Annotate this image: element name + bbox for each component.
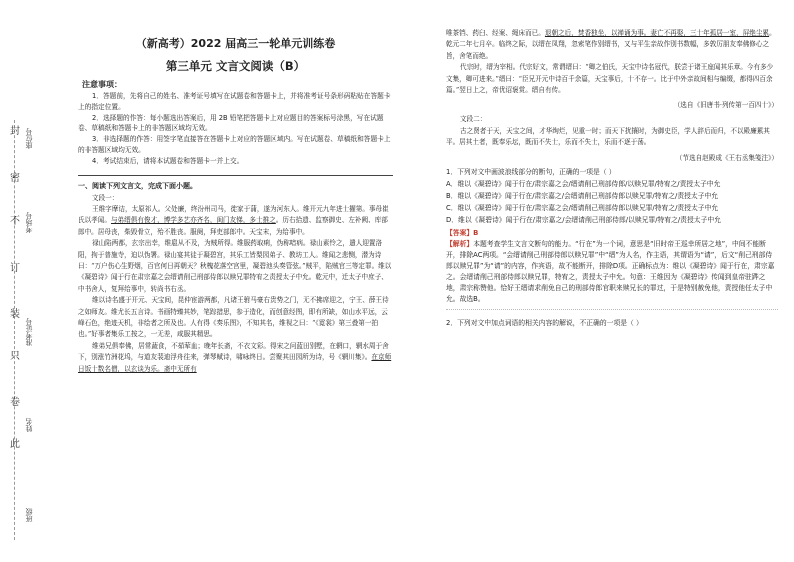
passage-text: 。乾元二年七月卒。临终之际，以缙在凤翔，忽索笔作别缙书，又与平生亲故作别书数幅，多敦厉朋友奉佛修心之旨，舍笔而绝。 bbox=[446, 29, 776, 60]
seal-char: 密 bbox=[10, 173, 20, 184]
unit-title: 第三单元 文言文阅读（B） bbox=[165, 59, 306, 73]
right-column bbox=[446, 28, 778, 329]
passage-paragraph bbox=[446, 62, 778, 96]
passage-text: 唯茶铛、药臼、经案、绳床而已。 bbox=[446, 29, 545, 37]
passage-text: 禄山陷两都，玄宗出幸，维扈从不及，为贼所得。维服药取痢，伪称喑病。禄山素怜之，遣人迎置洛阳，拘于普施寺，迫以伪署。禄山宴其徒于凝碧宫，其乐工皆梨园弟子、教坊工人。维闻之悲恻，潜为诗曰：“万户伤心生野烟，百官何日再朝天？秋槐花落空宫里，凝碧池头奏管弦。”贼平，陷贼官三等定罪。维以《凝碧诗》闻于行在肃宗嘉之会缙请削己刑部侍郎以赎兄罪特宥之责授太子中允。乾元中，迁太子中庶子、中书舍人，复拜给事中，转尚书右丞。 bbox=[78, 239, 392, 293]
explanation-text: 本题考查学生文言文断句的能力。“行在”为一个词，意思是“旧时帝王巡幸所居之地”，中间不能断开，排除AC两项。“会缙请削己刑部侍郎以赎兄罪”中“缙”为人名，作主语，其谓语为“请”，后文“削己刑部侍郎以赎兄罪”为“请”的内容，作宾语，故不能断开，排除D项。正确标点为：维以《凝碧诗》闻于行在，肃宗嘉之。会缙请削己刑部侍郎以赎兄罪，特宥之，责授太子中允。句意：王维因为《凝碧诗》传闻到皇帝驻跸之地，肃宗称赞他。恰好王缙请求削免自己的刑部侍郎官职来赎兄长的罪过，于是特别赦免他，责授他任太子中允。故选B。 bbox=[446, 239, 775, 303]
passage-paragraph bbox=[78, 204, 393, 238]
seal-char: 装 bbox=[10, 309, 20, 320]
seal-char: 卷 bbox=[10, 397, 20, 408]
passage-paragraph bbox=[78, 238, 393, 295]
seal-char: 此 bbox=[10, 439, 20, 450]
section-divider bbox=[78, 175, 393, 176]
name-field[interactable]: 姓名 bbox=[25, 418, 33, 432]
text-label: 文段二： bbox=[460, 115, 487, 124]
source-citation: （选自《旧唐书·列传第一百四十》） bbox=[673, 101, 778, 110]
binding-strip bbox=[0, 0, 36, 562]
notice-item: 4．考试结束后，请将本试题卷和答题卡一并上交。 bbox=[92, 156, 244, 165]
passage-text: 。历右拾遗、监察御史、左补阙、库部郎中。居母丧，柴毁骨立，殆不胜丧。服阕，拜吏部郎中。天宝末，为给事中。 bbox=[78, 216, 388, 236]
option-c[interactable]: C．维以《凝碧诗》闻于行在/肃宗嘉之会/缙请削己刑部侍郎以赎兄罪/特宥之/责授太子中允 bbox=[446, 203, 719, 212]
option-b[interactable]: B．维以《凝碧诗》闻于行在/肃宗嘉之/会缙请削己刑部侍郎以赎兄罪/特宥之/责授太子中允 bbox=[446, 191, 719, 200]
underlined-sentence: 与弟缙俱有俊才，博学多艺亦齐名，闺门友悌，多士推之 bbox=[110, 216, 276, 225]
underlined-sentence: 在京师日饭十数名僧，以玄谈为乐。斋中无所有 bbox=[78, 353, 392, 373]
passage-text: 维以诗名盛于开元、天宝间，昆仲宦游两都，凡诸王驸马豪右贵势之门，无不拂席迎之，宁王、薛王待之如师友。维尤长五言诗。书画特臻其妙，笔踪措思，参于造化，而创意经图，即有所缺，如山水平远，云峰石色，绝迹天机，非绘者之所及也。人有得《奏乐图》，不知其名，维视之曰：“《霓裳》第三叠第一拍也。”好事者集乐工按之，一无差，咸服其精思。 bbox=[78, 296, 389, 339]
question-separator bbox=[446, 309, 778, 310]
seal-char: 只 bbox=[10, 351, 20, 362]
explanation-tag: 【解析】 bbox=[446, 239, 474, 248]
left-column bbox=[78, 30, 393, 375]
seal-char: 订 bbox=[10, 263, 20, 274]
passage-paragraph bbox=[78, 295, 393, 341]
exam-room-field[interactable]: 考场号 bbox=[25, 212, 33, 233]
question-2: 2．下列对文中加点词语的相关内容的解说，不正确的一项是（ ） bbox=[446, 318, 643, 327]
passage-text: 维弟兄俱奉佛，居常蔬食，不茹荤血；晚年长斋，不衣文彩。得宋之问蓝田别墅，在辋口，辋水周于舍下，别涨竹洲花坞，与道友裴迪浮舟往来，弹琴赋诗，啸咏终日。尝聚其田园所为诗，号《辋川集》。 bbox=[78, 341, 389, 362]
notice-item: 1．答题前，先将自己的姓名、准考证号填写在试题卷和答题卡上，并将准考证号条形码粘贴在答题卡上的指定位置。 bbox=[78, 92, 391, 111]
notice-item: 2．选择题的作答：每小题选出答案后，用 2B 铅笔把答题卡上对应题目的答案标号涂黑，写在试题卷、草稿纸和答题卡上的非答题区域均无效。 bbox=[78, 113, 384, 133]
passage-text: 王维字摩诘，太原祁人。父处廉，终汾州司马，徙家于蒲，遂为河东人。维开元九年进士擢第。事母崔氏以孝闻。 bbox=[78, 204, 389, 225]
option-a[interactable]: A．维以《凝碧诗》闻于行在/肃宗嘉之会/缙请削己刑部侍郎/以赎兄罪/特宥之/责授太子中允 bbox=[446, 179, 721, 188]
option-d[interactable]: D．维以《凝碧诗》闻于行在/肃宗嘉之/会缙请削己刑部侍郎/以赎兄罪/特宥之/责授太子中允 bbox=[446, 215, 721, 224]
seal-char: 封 bbox=[10, 126, 20, 137]
source-citation: （节选自赵殿成《王右丞集笺注》） bbox=[675, 153, 778, 162]
paper-title: （新高考）2022 届高三一轮单元训练卷 bbox=[135, 37, 336, 50]
text-label: 文段一： bbox=[92, 193, 119, 202]
seat-number-field[interactable]: 座位号 bbox=[25, 128, 33, 149]
passage-paragraph bbox=[78, 341, 393, 375]
notice-item: 3．非选择题的作答：用签字笔直接答在答题卡上对应的答题区域内。写在试题卷、草稿纸和答题卡上的非答题区域均无效。 bbox=[78, 135, 391, 154]
passage-text: 代宗时，缙为宰相。代宗好文，常谓缙曰：“卿之伯氏，天宝中诗名冠代，朕尝于诸王座闻其乐章。今有多少文集，卿可进来。”缙曰：“臣兄开元中诗百千余篇，天宝事后，十不存一。比于中外亲故间相与编缀，都得四百余篇。”翌日上之，帝优诏褒赏。缙自有传。 bbox=[446, 63, 774, 95]
section-heading: 一、阅读下列文言文，完成下面小题。 bbox=[78, 181, 197, 190]
notice-heading: 注意事项： bbox=[82, 80, 122, 89]
underlined-sentence: 退朝之后，焚香独坐，以禅诵为事。妻亡不再娶，三十年孤居一室，屏绝尘累 bbox=[544, 29, 770, 37]
passage-paragraph: 古之贤者于天，天宝之间，才华绚烂，见重一时；而天下扰攘时，为御史臣，学人辞后而归，不以殿廉累其平。居其土者，既奉乐坛，既而不失士，乐而不失士，乐而不逐于荡。 bbox=[446, 126, 770, 147]
seal-char: 不 bbox=[10, 216, 20, 227]
explanation bbox=[446, 239, 778, 305]
admission-ticket-field[interactable]: 准考证号 bbox=[25, 318, 33, 346]
class-field[interactable]: 班级 bbox=[25, 508, 33, 522]
question-1: 1．下列对文中画波浪线部分的断句，正确的一项是（ ） bbox=[446, 167, 616, 176]
answer-label: 【答案】B bbox=[446, 228, 479, 237]
passage-paragraph bbox=[446, 28, 778, 62]
